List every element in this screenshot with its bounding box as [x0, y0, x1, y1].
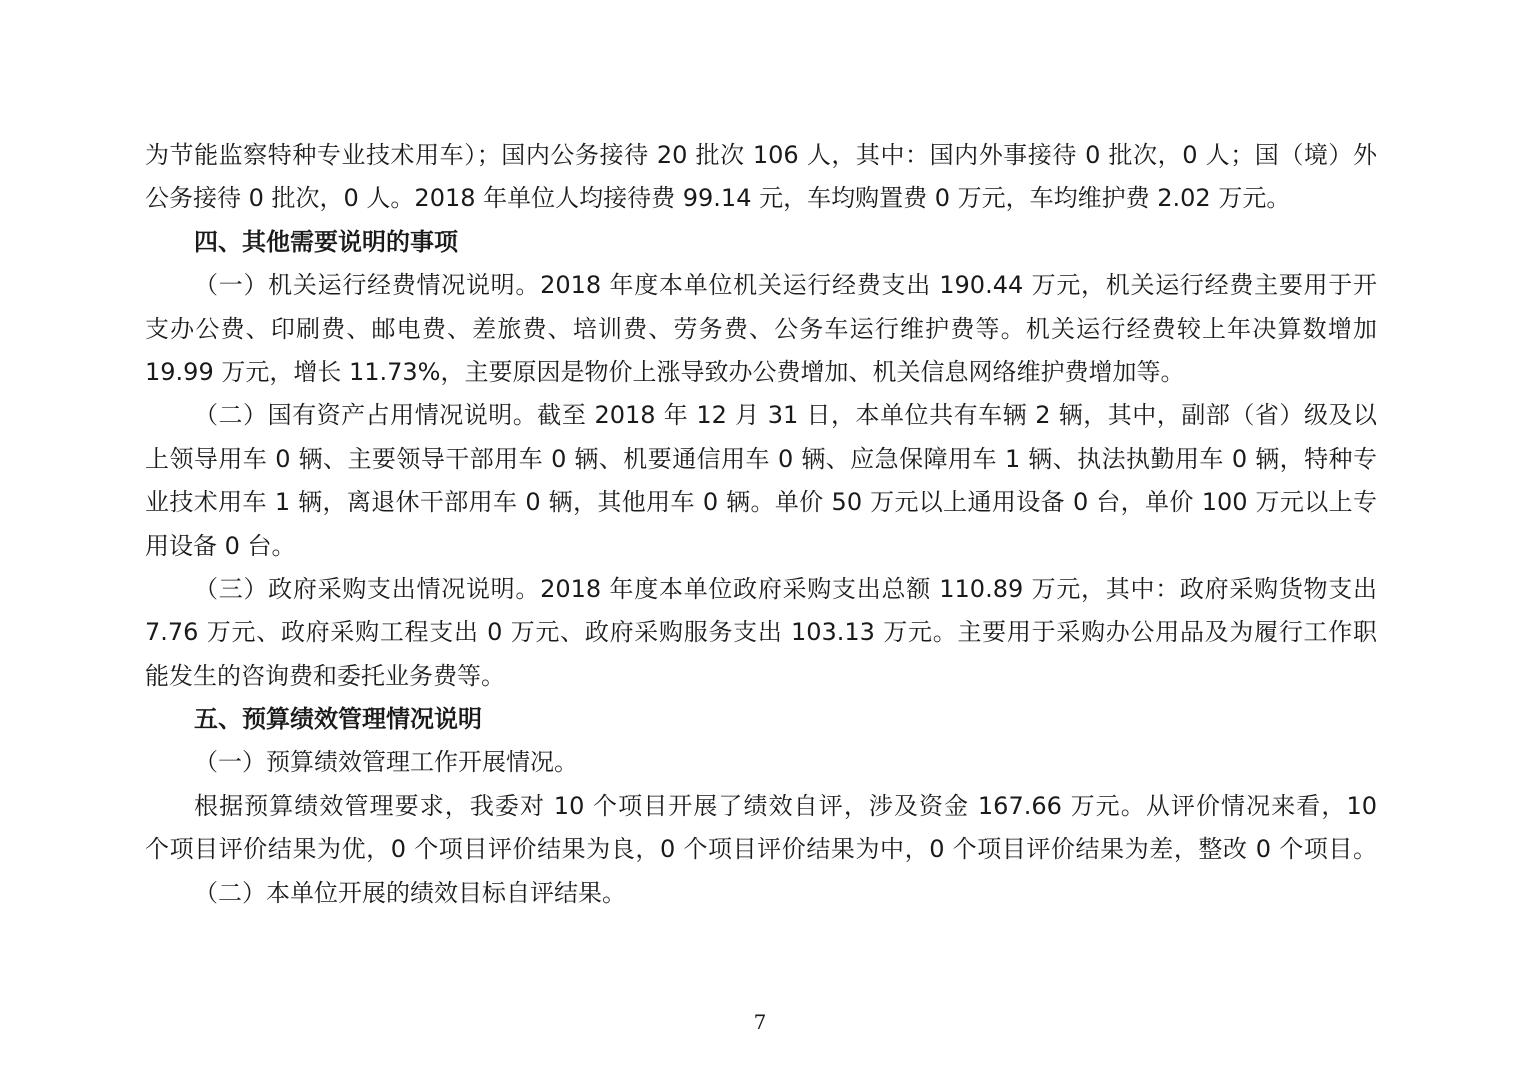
paragraph-line: 上领导用车 0 辆、主要领导干部用车 0 辆、机要通信用车 0 辆、应急保障用车 1 辆、执法执勤用车 0 辆，特种专	[145, 444, 1377, 473]
paragraph-line: （一）机关运行经费情况说明。2018 年度本单位机关运行经费支出 190.44 万元，机关运行经费主要用于开	[194, 271, 1377, 300]
paragraph-line: 19.99 万元，增长 11.73%，主要原因是物价上涨导致办公费增加、机关信息网络维护费增加等。	[145, 357, 1185, 386]
page-number: 7	[753, 1010, 767, 1034]
section-heading: 四、其他需要说明的事项	[194, 227, 458, 256]
paragraph-line: （二）国有资产占用情况说明。截至 2018 年 12 月 31 日，本单位共有车辆 2 辆，其中，副部（省）级及以	[194, 401, 1377, 430]
paragraph-line: （三）政府采购支出情况说明。2018 年度本单位政府采购支出总额 110.89 万元，其中：政府采购货物支出	[194, 574, 1377, 603]
paragraph-line: 7.76 万元、政府采购工程支出 0 万元、政府采购服务支出 103.13 万元。主要用于采购办公用品及为履行工作职	[145, 618, 1377, 647]
paragraph-line: 用设备 0 台。	[145, 531, 296, 560]
section-heading: 五、预算绩效管理情况说明	[194, 705, 482, 734]
paragraph-line: 能发生的咨询费和委托业务费等。	[145, 661, 505, 690]
document-body	[145, 134, 1377, 915]
paragraph-line: 为节能监察特种专业技术用车）；国内公务接待 20 批次 106 人，其中：国内外事接待 0 批次，0 人；国（境）外	[145, 141, 1377, 169]
paragraph-line: （一）预算绩效管理工作开展情况。	[194, 748, 578, 777]
paragraph-line: 业技术用车 1 辆，离退休干部用车 0 辆，其他用车 0 辆。单价 50 万元以上通用设备 0 台，单价 100 万元以上专	[145, 488, 1377, 517]
paragraph-line: （二）本单位开展的绩效目标自评结果。	[194, 878, 626, 907]
paragraph-line: 支办公费、印刷费、邮电费、差旅费、培训费、劳务费、公务车运行维护费等。机关运行经费较上年决算数增加	[145, 314, 1377, 343]
paragraph-line: 个项目评价结果为优，0 个项目评价结果为良，0 个项目评价结果为中，0 个项目评价结果为差，整改 0 个项目。	[145, 835, 1377, 864]
paragraph-line: 根据预算绩效管理要求，我委对 10 个项目开展了绩效自评，涉及资金 167.66 万元。从评价情况来看，10	[194, 791, 1377, 820]
paragraph-line: 公务接待 0 批次，0 人。2018 年单位人均接待费 99.14 元，车均购置费 0 万元，车均维护费 2.02 万元。	[145, 184, 1291, 213]
